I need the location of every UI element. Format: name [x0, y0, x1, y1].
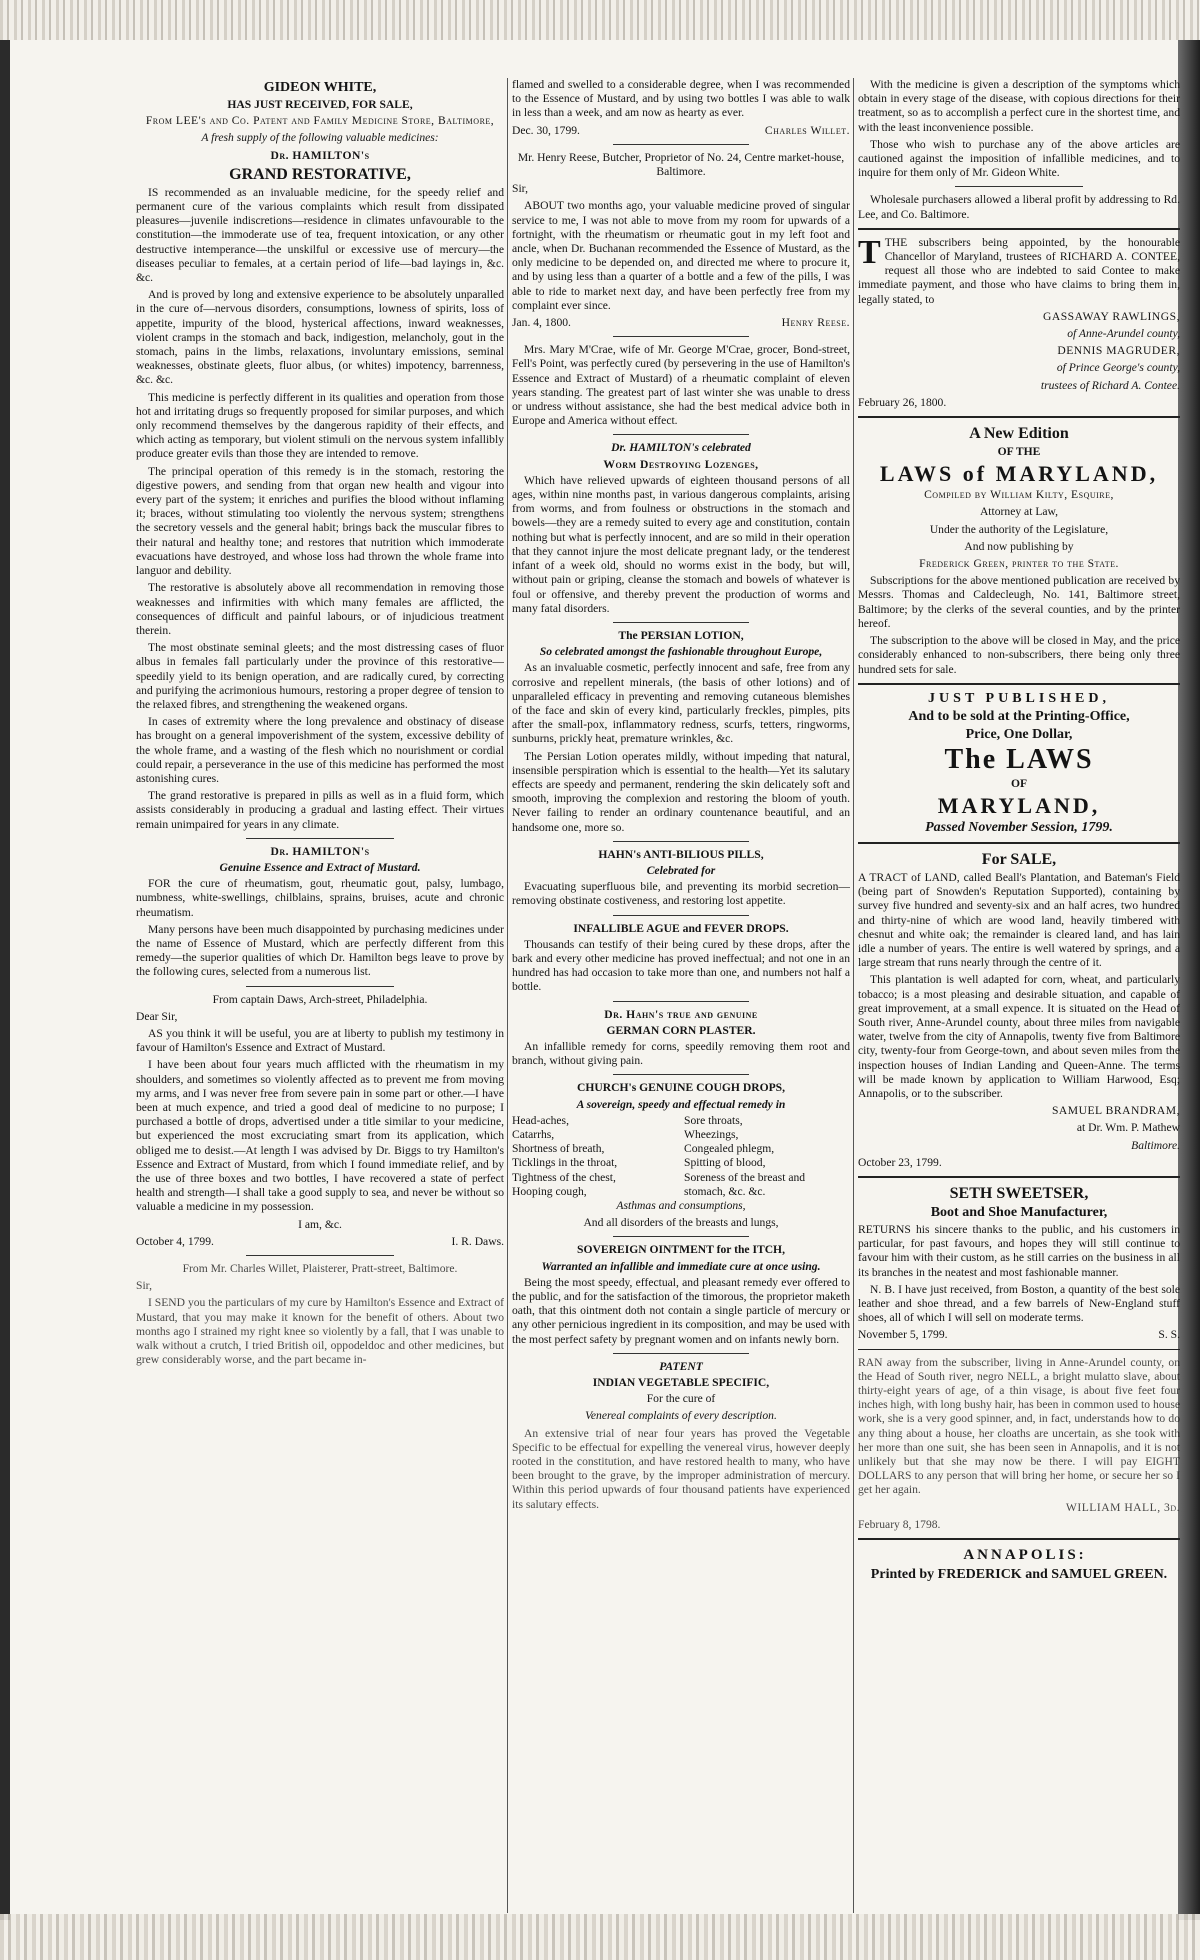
- section-rule: [858, 842, 1180, 844]
- separator: [613, 1074, 748, 1075]
- list-item: Spitting of blood,: [684, 1156, 766, 1170]
- list-item: Hooping cough,: [512, 1184, 587, 1198]
- imprint-city: ANNAPOLIS:: [963, 1547, 1087, 1564]
- ad-title-large: The LAWS: [944, 743, 1094, 775]
- notice-signature-detail: of Prince George's county,: [1056, 361, 1180, 375]
- ad-paragraph: This medicine is perfectly different in its qualities and operation from those hot and irritating drugs so frequently proposed for similar purposes, and which only recommend themselves by the dangerous rapidity of their effects, and which acting as temporary, but violent stimuli on the nervous system infallibly produce greater evils than those they are intended to remove.: [136, 390, 504, 461]
- ad-date: October 23, 1799.: [858, 1155, 942, 1169]
- ad-paragraph: With the medicine is given a description of the symptoms which obtain in every stage of the disease, with copious directions for their treatment, so as to accomplish a perfect cure in the shortest time, and with the least inconvenience possible.: [858, 78, 1180, 134]
- ad-title: INFALLIBLE AGUE and FEVER DROPS.: [573, 921, 789, 935]
- ad-line: And to be sold at the Printing-Office,: [908, 708, 1130, 724]
- ad-paragraph: The most obstinate seminal gleets; and the most distressing cases of fluor albus in females fall particularly under the province of this restorative—speedily yield to its benign operation, and are radically cured, by correcting and purifying the acrimonious humours, restoring a proper degree of tension to the relaxed fibres, and strengthening the weakened organs.: [136, 641, 504, 711]
- left-binding-shadow: [0, 40, 10, 1920]
- ad-paragraph: N. B. I have just received, from Boston, a quantity of the best sole leather and shoe thread, and a few barrels of New-England stuff shoes, all of which I will sell on moderate terms.: [858, 1282, 1180, 1325]
- section-rule: [858, 1349, 1180, 1350]
- list-item: Head-aches,: [512, 1113, 569, 1127]
- ad-title: Dr. HAMILTON's: [270, 844, 370, 858]
- ad-signature: S. S.: [1158, 1328, 1180, 1342]
- ad-paragraph: The subscription to the above will be closed in May, and the price considerably enhanced to non-subscribers, there being only three hundred sets for sale.: [858, 634, 1180, 676]
- advertiser-name: GIDEON WHITE,: [263, 80, 377, 95]
- section-rule: [858, 1176, 1180, 1178]
- ad-paragraph: The restorative is absolutely above all recommendation in removing those weaknesses and infirmities with which many females are afflicted, the consequences of difficult and painful labours, or of injudicious treatment therein.: [136, 581, 504, 637]
- list-item: stomach, &c. &c.: [684, 1184, 766, 1198]
- ad-paragraph: An extensive trial of near four years has proved the Vegetable Specific to be effectual for expelling the venereal virus, however deeply rooted in the constitution, and have restored health to many, who have been brought to the grave, by the improper administration of mercury. Within this period upwards of four thousand patients have experienced its salutary effects.: [512, 1426, 850, 1511]
- drop-cap: T: [858, 233, 881, 271]
- separator: [955, 186, 1084, 187]
- ad-paragraph: Thousands can testify of their being cured by these drops, after the bark and every other medicine has proved ineffectual; and not one in an hundred has had occasion to take more than one, and numbers not half a bottle.: [512, 937, 850, 994]
- column-1: [136, 78, 504, 1913]
- ad-line: Under the authority of the Legislature,: [929, 522, 1109, 536]
- list-item: Ticklings in the throat,: [512, 1156, 618, 1170]
- ad-subtitle: GERMAN CORN PLASTER.: [606, 1023, 756, 1037]
- ad-note: And all disorders of the breasts and lungs,: [583, 1216, 779, 1230]
- ad-title: JUST PUBLISHED,: [928, 690, 1110, 706]
- ad-paragraph: An infallible remedy for corns, speedily removing them root and branch, without giving pain.: [512, 1039, 850, 1068]
- separator: [613, 622, 748, 623]
- separator: [613, 434, 748, 435]
- letter-date: Jan. 4, 1800.: [512, 316, 571, 330]
- advertiser-intro: A fresh supply of the following valuable medicines:: [201, 131, 439, 145]
- notice-signature-detail: of Anne-Arundel county,: [1067, 327, 1180, 341]
- separator: [246, 1255, 393, 1256]
- ad-paragraph: RAN away from the subscriber, living in Anne-Arundel county, on the Head of South river, negro NELL, a bright mulatto slave, about thirty-eight years of age, of a thin visage, is about five feet four inches high, with long bushy hair, has been in common used to house work, she is a very good spinner, and, in fact, understands how to do any thing about a house, her cloaths are uncertain, as she took with her more than one suit, she has been seen in Annapolis, and it is not unlikely but that she may now be there. I will pay EIGHT DOLLARS to any person that will bring her home, or secure her so I get her again.: [858, 1355, 1180, 1497]
- ad-title: SETH SWEETSER,: [949, 1184, 1089, 1202]
- ad-paragraph: Being the most speedy, effectual, and pleasant remedy ever offered to the public, and for the satisfaction of the timorous, the proprietor maketh oath, that this ointment doth not contain a single particle of mercury or any other pernicious ingredient in its composition, and may be used with the most perfect safety by pregnant women and on infants newly born.: [512, 1275, 850, 1346]
- letter-signature-row: [512, 124, 850, 138]
- separator: [246, 838, 393, 839]
- ad-paragraph: Many persons have been much disappointed by purchasing medicines under the name of Essence of Mustard, which are perfectly different from this remedy—the superior qualities of which Dr. Hamilton begs leave to prove by the following cures, selected from a numerous list.: [136, 922, 504, 979]
- ad-title-large: LAWS of MARYLAND,: [879, 461, 1159, 487]
- letter-paragraph: flamed and swelled to a considerable degree, when I was recommended to the Essence of Mustard, and by using two bottles I was able to walk in less than a week, and am now as hearty as ever.: [512, 78, 850, 120]
- ad-signature: SAMUEL BRANDRAM,: [1051, 1104, 1180, 1118]
- ad-line: Attorney at Law,: [979, 505, 1059, 519]
- separator: [613, 841, 748, 842]
- ad-paragraph: The principal operation of this remedy is in the stomach, restoring the digestive powers, and sending from that organ new health and vigour into every part of the system; it enriches and purifies the blood without inflaming it; braces, without stimulating too violently the nervous system; strengthens the secretory vessels and the general habit; brings back the muscular fibres to their natural and healthy tone; and restores that nutrition which immoderate evacuations have destroyed, and whose loss had thrown the whole frame into languor and debility.: [136, 464, 504, 578]
- letter-closing: I am, &c.: [298, 1217, 342, 1231]
- letter-salutation: Dear Sir,: [136, 1009, 178, 1023]
- ad-paragraph: FOR the cure of rheumatism, gout, rheumatic gout, palsy, lumbago, numbness, white-swellings, chilblains, sprains, bruises, acute and chronic rheumatism.: [136, 877, 504, 919]
- ad-date: November 5, 1799.: [858, 1328, 948, 1342]
- ad-paragraph: Subscriptions for the above mentioned publication are received by Messrs. Thomas and Caldecleugh, No. 141, Baltimore street, Baltimore; by the clerks of the several counties, and by the printer hereof.: [858, 574, 1180, 630]
- ad-title: Dr. HAMILTON's celebrated: [611, 441, 751, 455]
- ad-paragraph: And is proved by long and extensive experience to be absolutely unparalled in the cure of—nervous disorders, consumptions, lowness of spirits, loss of appetite, impurity of the blood, hysterical affections, inward weaknesses, violent cramps in the stomach and back, indigestion, melancholy, gout in the stomach, pains in the limbs, relaxations, involuntary emissions, seminal weaknesses, obstinate gleets, fluor albus, (or whites) impotency, barrenness, &c. &c.: [136, 288, 504, 387]
- ad-note: For the cure of: [646, 1392, 716, 1406]
- ad-line: Price, One Dollar,: [965, 726, 1073, 742]
- ad-paragraph: Evacuating superfluous bile, and preventing its morbid secretion—removing obstinate costiveness, and restoring lost appetite.: [512, 880, 850, 908]
- ad-paragraph: This plantation is well adapted for corn, wheat, and particularly tobacco; is a most pleasing and desirable situation, and capable of great improvement, at a small expence. It is situated on the Head of South river, Anne-Arundel county, about three miles from navigable water, twelve from the city of Annapolis, twenty five from Baltimore city, twenty-four from George-town, and about seven miles from the inspection houses of Indian Landing and Queen-Anne. The terms will be made known by application to William Harwood, Esq; Annapolis, or to the subscriber.: [858, 973, 1180, 1100]
- ad-line: Compiled by William Kilty, Esquire,: [924, 488, 1114, 502]
- column-3: [858, 78, 1180, 1913]
- letter-from: Mr. Henry Reese, Butcher, Proprietor of No. 24, Centre market-house, Baltimore.: [517, 150, 845, 179]
- section-rule: [858, 1538, 1180, 1540]
- letter-paragraph: I have been about four years much afflicted with the rheumatism in my shoulders, and sometimes so violently affected as to prevent me from moving my arms, and I was never free from severe pain in some part or other.—I have been at much expence, and tried a good deal of medicine to no purpose; I purchased a bottle of drops, advertised under a title similar to your medicine, but experienced the most excruciating smart from its application, which obliged me to desist.—At length I was advised by Dr. Biggs to try Hamilton's Essence and Extract of Mustard, from which I found immediate relief, and by the use of three boxes and two bottles, I have recovered a state of perfect health and strength—I shall take a good supply to sea, and never be without so valuable a medicine in my possession.: [136, 1058, 504, 1214]
- torn-bottom-edge: [0, 1914, 1200, 1960]
- notice-date: February 26, 1800.: [858, 395, 947, 409]
- ad-subtitle: Boot and Shoe Manufacturer,: [930, 1204, 1108, 1220]
- ad-signature-detail: Baltimore.: [1131, 1138, 1180, 1152]
- ad-title: SOVEREIGN OINTMENT for the ITCH,: [577, 1243, 785, 1257]
- section-rule: [858, 416, 1180, 418]
- ad-title: CHURCH's GENUINE COUGH DROPS,: [576, 1081, 786, 1095]
- ad-subtitle: So celebrated amongst the fashionable throughout Europe,: [539, 645, 823, 659]
- ad-subtitle: INDIAN VEGETABLE SPECIFIC,: [592, 1376, 770, 1390]
- notice-paragraph: [858, 233, 1180, 307]
- column-rule: [853, 78, 854, 1913]
- notice-signature: GASSAWAY RAWLINGS,: [1042, 309, 1180, 323]
- ad-title: The PERSIAN LOTION,: [618, 628, 744, 642]
- separator: [246, 986, 393, 987]
- ad-title: A New Edition: [969, 425, 1069, 443]
- ad-paragraph: Those who wish to purchase any of the above articles are cautioned against the imposition of infallible medicines, and to inquire for them only of Mr. Gideon White.: [858, 137, 1180, 180]
- letter-salutation: Sir,: [512, 182, 528, 196]
- separator: [613, 1236, 748, 1237]
- torn-top-edge: [0, 0, 1200, 40]
- letter-salutation: Sir,: [136, 1279, 152, 1293]
- right-binding-shadow: [1178, 40, 1200, 1920]
- ad-signature-row: [858, 1328, 1180, 1342]
- ad-paragraph: Which have relieved upwards of eighteen thousand persons of all ages, within nine months past, in various dangerous complaints, arising from worms, and from foulness or obstructions in the stomach and bowels—they are a remedy suited to every age and constitution, contain nothing but what is perfectly innocent, and are so mild in their operation that they cannot injure the most delicate pregnant lady, or the tenderest infant of a week old, should no worms exist in the body, but will, without pain or griping, cleanse the stomach and bowels of whatever is foul or offensive, and thereby prevent the production of worms and many fatal disorders.: [512, 473, 850, 615]
- letter-signature: Henry Reese.: [781, 316, 850, 330]
- ad-line: Passed November Session, 1799.: [925, 819, 1113, 835]
- notice-signature-detail: trustees of Richard A. Contee.: [1040, 378, 1180, 392]
- separator: [613, 144, 748, 145]
- ad-title: HAHN's ANTI-BILIOUS PILLS,: [598, 847, 764, 861]
- ailment-list-right: [684, 1114, 850, 1199]
- separator: [613, 1001, 748, 1002]
- list-item: Congealed phlegm,: [684, 1142, 775, 1156]
- letter-signature: I. R. Daws.: [451, 1234, 504, 1248]
- ad-paragraph: IS recommended as an invaluable medicine, for the speedy relief and permanent cure of the various complaints which result from dissipated pleasures—juvenile indiscretions—residence in climates unfavourable to the constitution—the immoderate use of tea, frequent intoxication, or any other destructive intemperance—the unskilful or excessive use of mercury—the diseases peculiar to females, at a certain period of life—bad layings in, &c. &c.: [136, 185, 504, 285]
- ad-title-small: OF: [1010, 776, 1028, 790]
- ad-line: Frederick Green, printer to the State.: [919, 557, 1119, 571]
- ad-line: And now publishing by: [964, 539, 1074, 553]
- ad-subtitle: Genuine Essence and Extract of Mustard.: [219, 860, 421, 874]
- letter-from: From captain Daws, Arch-street, Philadelphia.: [212, 992, 428, 1006]
- ad-paragraph: A TRACT of LAND, called Beall's Plantation, and Bateman's Field (being part of Snowden's Reputation Supported), containing by survey five hundred and seventy-six and an half acres, two hundred and thirty-nine of which are wood land, heavily timbered with chesnut and white oak; the remainder is cleared land, and has lain idle a number of years. The entire is well watered by springs, and a large stream that runs nearly through the centre of it.: [858, 870, 1180, 970]
- list-item: Tightness of the chest,: [512, 1170, 616, 1184]
- letter-from: From Mr. Charles Willet, Plaisterer, Pratt-street, Baltimore.: [182, 1262, 458, 1276]
- letter-signature-row: [512, 316, 850, 330]
- letter-date: Dec. 30, 1799.: [512, 123, 580, 137]
- list-item: Soreness of the breast and: [684, 1170, 806, 1184]
- letter-signature-row: [136, 1235, 504, 1249]
- notice-signature: DENNIS MAGRUDER,: [1057, 344, 1180, 358]
- ad-subtitle: Worm Destroying Lozenges,: [603, 457, 759, 471]
- ad-paragraph: RETURNS his sincere thanks to the public, and his customers in particular, for past favours, and hopes they will still continue to favour him with their custom, as he still carries on the business in all its branches in the neatest and most fashionable manner.: [858, 1222, 1180, 1279]
- list-item: Shortness of breath,: [512, 1142, 605, 1156]
- letter-signature: Charles Willet.: [764, 123, 850, 137]
- ad-title: Dr. HAMILTON's: [270, 148, 370, 162]
- testimonial-paragraph: Mrs. Mary M'Crae, wife of Mr. George M'Crae, grocer, Bond-street, Fell's Point, was perfectly cured (by persevering in the use of Hamilton's Essence and Extract of Mustard) of a rheumatic complaint of eleven years standing. The greatest part of last winter she was unable to dress or undress without assistance, she had the best medical advice both in Europe and America without effect.: [512, 343, 850, 428]
- ad-title-large: MARYLAND,: [937, 792, 1101, 818]
- ad-date: February 8, 1798.: [858, 1517, 941, 1531]
- ad-subtitle: Warranted an infallible and immediate cure at once using.: [541, 1259, 821, 1273]
- letter-date: October 4, 1799.: [136, 1234, 214, 1248]
- notice-text: THE subscribers being appointed, by the honourable Chancellor of Maryland, trustees of RICHARD A. CONTEE, request all those who are indebted to said Contee to make immediate payment, and those who have claims to bring them in, legally stated, to: [858, 235, 1180, 306]
- list-item: Wheezings,: [684, 1128, 739, 1141]
- ad-signature: WILLIAM HALL, 3d.: [1065, 1500, 1180, 1514]
- ad-note: Venereal complaints of every description.: [585, 1409, 777, 1423]
- letter-paragraph: ABOUT two months ago, your valuable medicine proved of singular service to me, I was not able to move from my room for upwards of a fortnight, with the rheumatism or rheumatic gout in my left foot and ancle, when Dr. Buchanan recommended the Essence of Mustard, as the only medicine to be depended on, and directed me where to procure it, and by using less than a quarter of a bottle and a few of the pills, I was able to ride to market next day, and have been perfectly free from my complaint ever since.: [512, 199, 850, 312]
- ad-signature-detail: at Dr. Wm. P. Mathew: [1076, 1121, 1180, 1135]
- ad-paragraph: The grand restorative is prepared in pills as well as in a fluid form, which assists considerably in producing a gradual and lasting effect. Their virtues remain unimpaired for years in any climate.: [136, 789, 504, 831]
- ad-note: Asthmas and consumptions,: [616, 1199, 746, 1213]
- separator: [613, 336, 748, 337]
- ad-subtitle: A sovereign, speedy and effectual remedy in: [576, 1097, 786, 1111]
- section-rule: [858, 683, 1180, 685]
- column-rule: [507, 78, 508, 1913]
- list-item: Catarrhs,: [512, 1128, 555, 1141]
- list-item: Sore throats,: [684, 1113, 743, 1127]
- imprint-printer: Printed by FREDERICK and SAMUEL GREEN.: [870, 1567, 1168, 1583]
- advertiser-heading: HAS JUST RECEIVED, FOR SALE,: [227, 98, 413, 111]
- ad-paragraph: Wholesale purchasers allowed a liberal profit by addressing to Rd. Lee, and Co. Baltimore.: [858, 193, 1180, 221]
- ad-title-small: OF THE: [997, 445, 1041, 459]
- ailment-list: [512, 1114, 850, 1199]
- advertiser-store: From LEE's and Co. Patent and Family Medicine Store, Baltimore,: [145, 114, 495, 128]
- separator: [613, 915, 748, 916]
- ad-title: PATENT: [659, 1359, 703, 1373]
- ad-paragraph: The Persian Lotion operates mildly, without impeding that natural, insensible perspiration which is essential to the health—Yet its salutary effects are speedy and permanent, rendering the skin delicately soft and smooth, improving the complexion and restoring the bloom of youth. Never failing to render an ordinary countenance beautiful, and an handsome one, more so.: [512, 749, 850, 834]
- ad-title: For SALE,: [981, 850, 1057, 868]
- ad-paragraph: In cases of extremity where the long prevalence and obstinacy of disease has brought on a general impoverishment of the system, excessive debility of the whole frame, and a wasting of the flesh which no nourishment or cordial could repair, a perseverance in the use of this medicine has performed the most astonishing cures.: [136, 715, 504, 785]
- section-rule: [858, 228, 1180, 230]
- ad-title: Dr. Hahn's true and genuine: [604, 1007, 758, 1021]
- letter-paragraph: AS you think it will be useful, you are at liberty to publish my testimony in favour of Hamilton's Essence and Extract of Mustard.: [136, 1026, 504, 1055]
- column-2: [512, 78, 850, 1913]
- ailment-list-left: [512, 1114, 678, 1199]
- letter-paragraph: I SEND you the particulars of my cure by Hamilton's Essence and Extract of Mustard, that you may make it known for the benefit of others. About two months ago I strained my right knee so violently by a fall, that I was unable to walk without a crutch, I tried British oil, oppodeldoc and other medicines, but grew considerably worse, and the part became in-: [136, 1296, 504, 1367]
- ad-paragraph: As an invaluable cosmetic, perfectly innocent and safe, free from any corrosive and repellent minerals, (the basis of other lotions) and of unparalleled efficacy in preventing and removing cutaneous blemishes of the face and skin of every kind, particularly freckles, pimples, pits after the small-pox, inflammatory redness, scurfs, tetters, ringworms, sunburns, prickly heat, premature wrinkles, &c.: [512, 661, 850, 746]
- separator: [613, 1353, 748, 1354]
- ad-subtitle: Celebrated for: [646, 863, 716, 877]
- ad-subtitle: GRAND RESTORATIVE,: [229, 165, 411, 183]
